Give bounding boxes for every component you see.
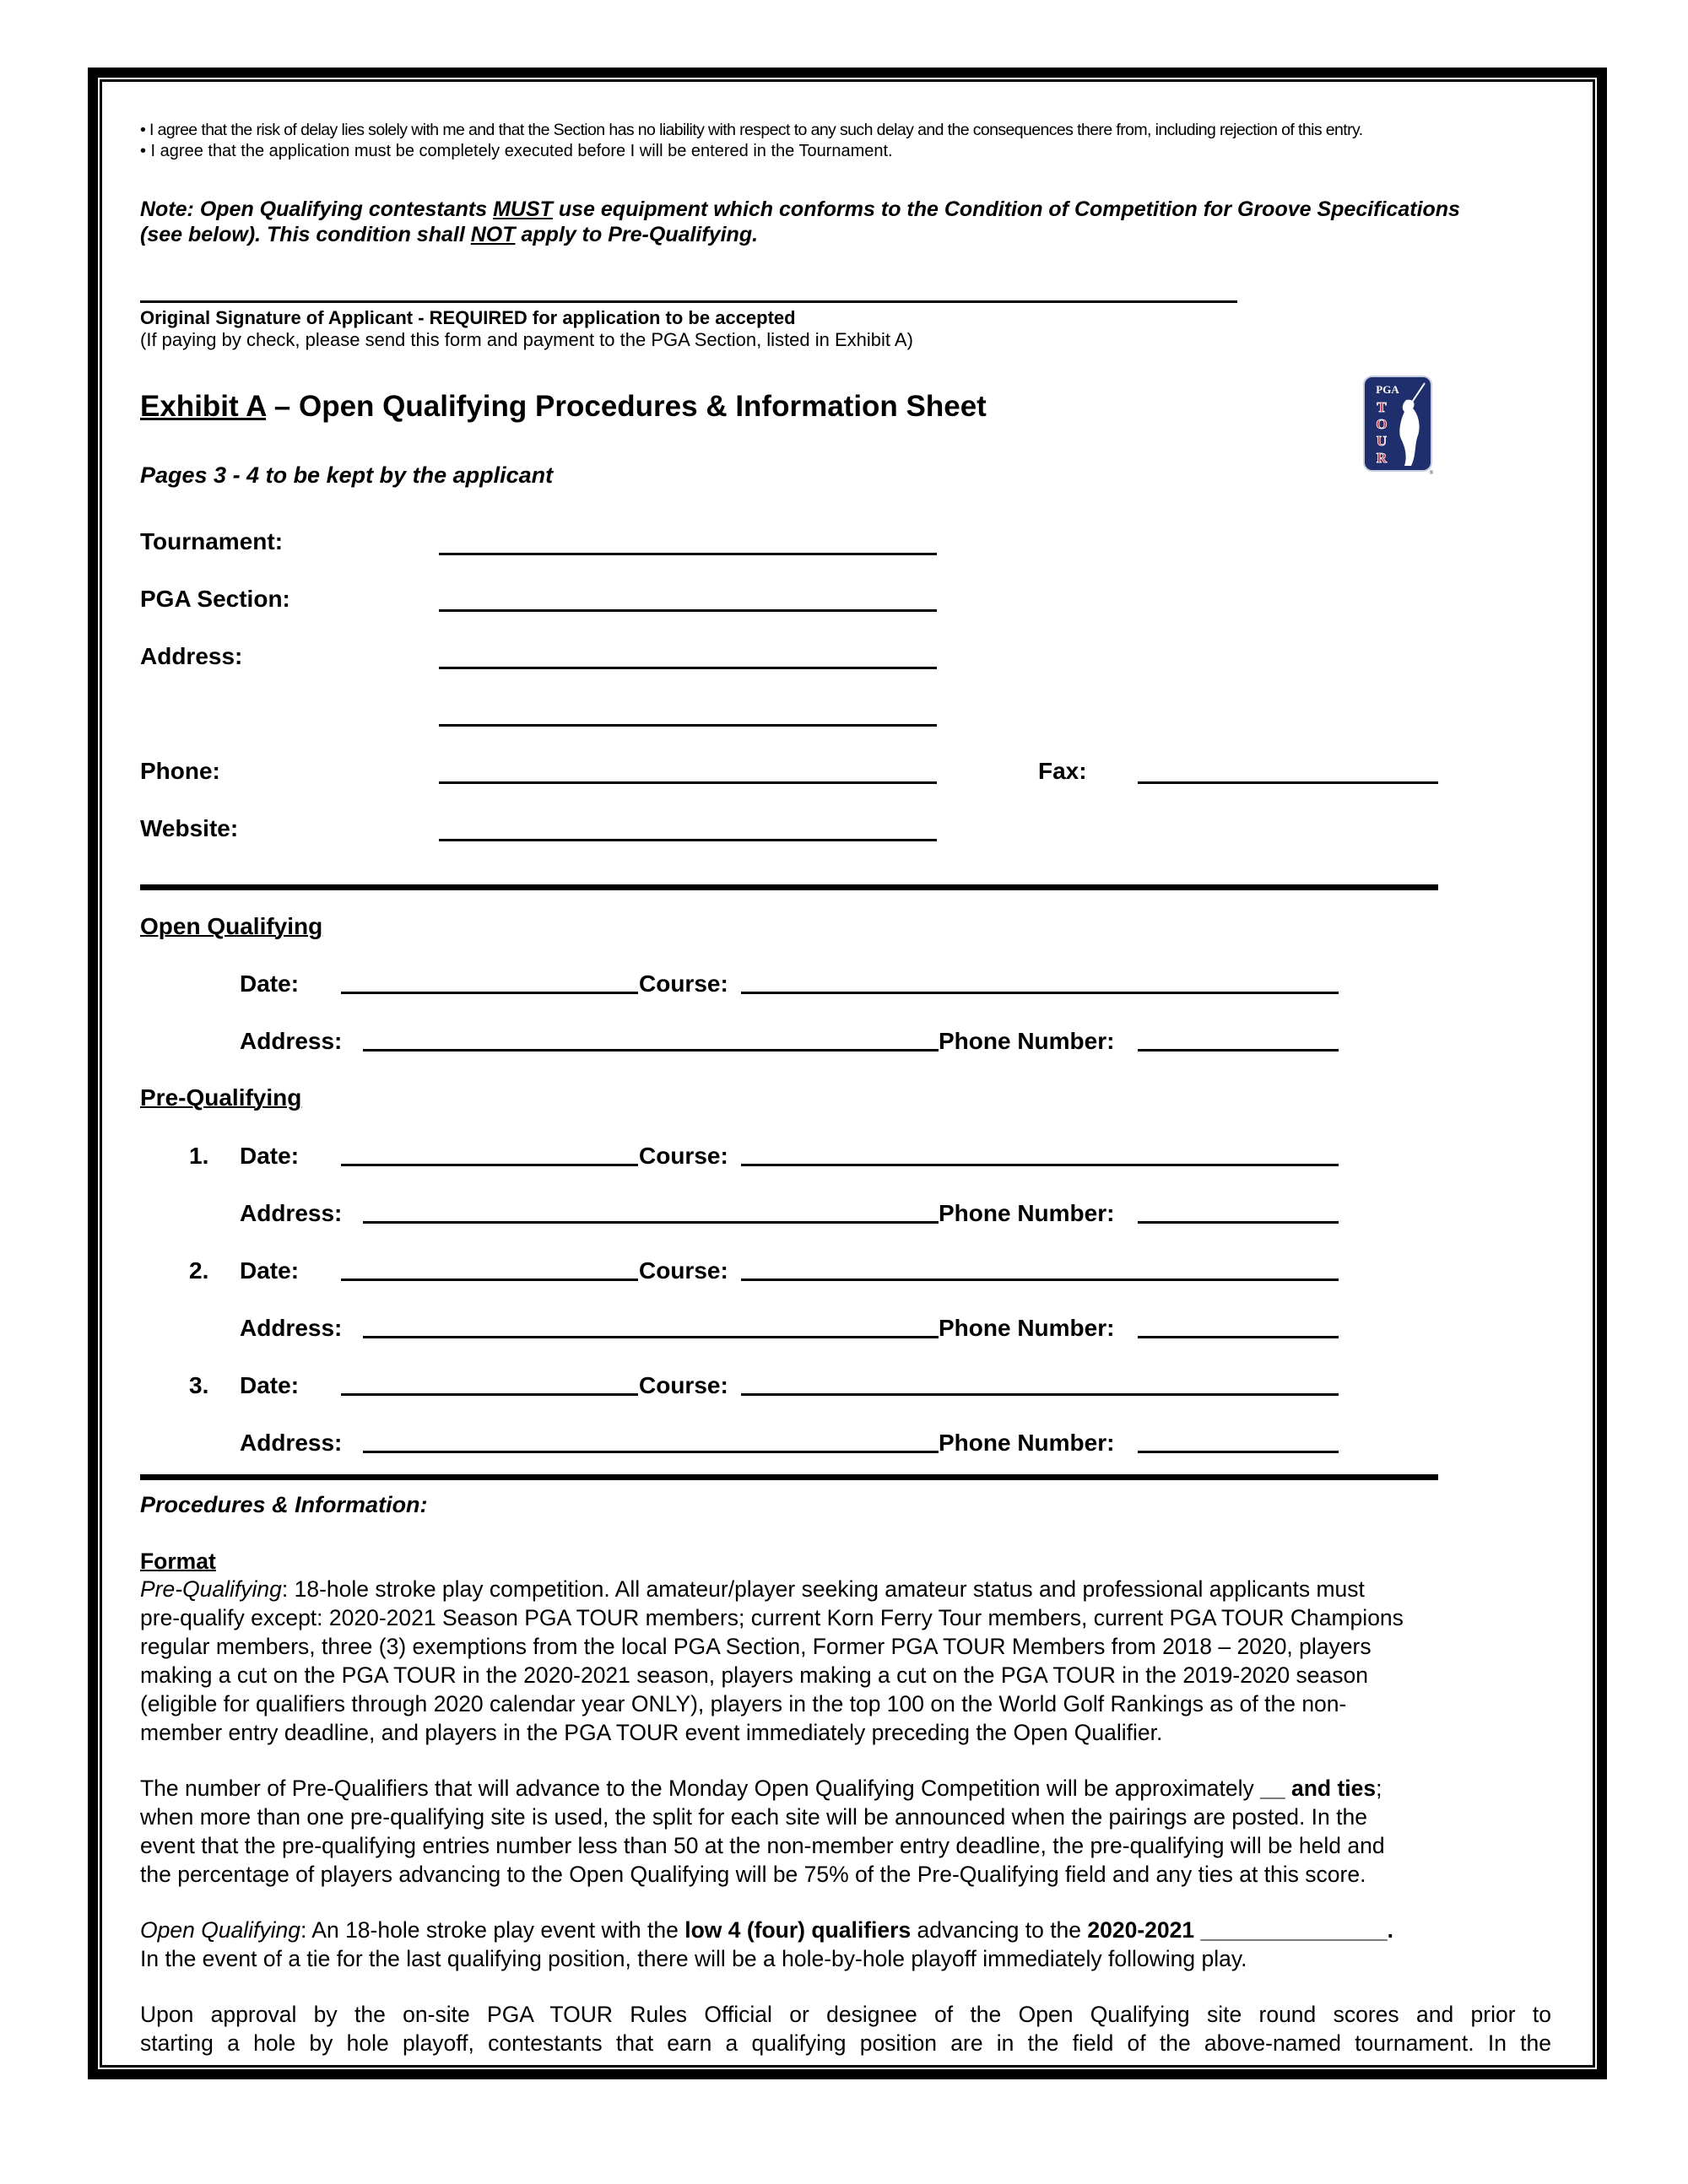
svg-text:T: T — [1377, 399, 1387, 415]
pq-site-1-address-field[interactable] — [363, 1221, 939, 1224]
preq-label: Pre-Qualifying — [140, 1576, 282, 1602]
pq-site-2-course-label: Course: — [639, 1257, 728, 1284]
advance-text: ; — [1376, 1776, 1382, 1801]
preq-line: member entry deadline, and players in the PGA TOUR event immediately preceding the Open Qualifier. — [140, 1720, 1163, 1745]
exhibit-title-rest: – Open Qualifying Procedures & Information Sheet — [266, 390, 987, 423]
approval-paragraph — [140, 2000, 1551, 2057]
pq-site-2-phone-field[interactable] — [1138, 1336, 1339, 1338]
pq-site-3-date-field[interactable] — [341, 1393, 638, 1396]
pq-site-3-course-field[interactable] — [741, 1393, 1339, 1396]
pq-site-2-course-field[interactable] — [741, 1279, 1339, 1281]
procedures-heading: Procedures & Information: — [140, 1492, 428, 1517]
exhibit-title — [140, 390, 987, 424]
oq-address-label: Address: — [240, 1028, 343, 1054]
svg-text:R: R — [1376, 450, 1388, 466]
pq-site-2-number: 2. — [189, 1257, 209, 1284]
preq-line: (eligible for qualifiers through 2020 calendar year ONLY), players in the top 100 on the World Golf Rankings as of the non- — [140, 1691, 1347, 1716]
oq-phone-field[interactable] — [1138, 1049, 1339, 1051]
pga-section-field[interactable] — [439, 609, 937, 612]
tournament-field[interactable] — [439, 553, 937, 555]
preq-line: regular members, three (3) exemptions from the local PGA Section, Former PGA TOUR Members from 2018 – 2020, players — [140, 1634, 1372, 1659]
advance-line: the percentage of players advancing to the Open Qualifying will be 75% of the Pre-Qualifying field and any ties at this score. — [140, 1862, 1366, 1887]
note-text: (see below). This condition shall — [140, 223, 471, 246]
registered-mark: ® — [1429, 471, 1433, 476]
advancement-paragraph — [140, 1774, 1385, 1889]
pq-site-2-address-label: Address: — [240, 1315, 343, 1341]
pq-site-1-phone-field[interactable] — [1138, 1221, 1339, 1224]
pq-site-1-date-field[interactable] — [341, 1164, 638, 1166]
pq-site-3-course-label: Course: — [639, 1372, 728, 1398]
pq-site-3-number: 3. — [189, 1372, 209, 1398]
oq-season: 2020-2021 _______________. — [1087, 1917, 1393, 1943]
oq-date-field[interactable] — [341, 992, 638, 994]
exhibit-subtitle: Pages 3 - 4 to be kept by the applicant — [140, 462, 554, 488]
address-label: Address: — [140, 643, 243, 669]
oq-course-label: Course: — [639, 970, 728, 997]
preq-line: making a cut on the PGA TOUR in the 2020-2021 season, players making a cut on the PGA TOUR in the 2019-2020 season — [140, 1662, 1368, 1688]
pq-site-1-phone-label: Phone Number: — [939, 1200, 1115, 1226]
address-field-1[interactable] — [439, 667, 937, 669]
exhibit-label: Exhibit A — [140, 390, 267, 423]
oq-text: advancing to the — [911, 1917, 1088, 1943]
pq-site-3-phone-field[interactable] — [1138, 1451, 1339, 1453]
oq-course-field[interactable] — [741, 992, 1339, 994]
pq-site-2-phone-label: Phone Number: — [939, 1315, 1115, 1341]
agreement-delay: • I agree that the risk of delay lies solely with me and that the Section has no liability with respect to any such delay and the consequences there from, including rejection of this entry. — [140, 121, 1363, 139]
groove-note-line1 — [140, 197, 1460, 222]
signature-field[interactable] — [140, 300, 1237, 303]
pre-qualifying-heading: Pre-Qualifying — [140, 1084, 302, 1111]
open-qualifying-heading: Open Qualifying — [140, 913, 323, 939]
oq-address-field[interactable] — [363, 1049, 939, 1051]
advance-line: when more than one pre-qualifying site is used, the split for each site will be announced when the pairings are posted. In the — [140, 1804, 1367, 1830]
pq-site-1-number: 1. — [189, 1143, 209, 1169]
logo-tour-text — [1376, 399, 1387, 466]
advance-line: event that the pre-qualifying entries number less than 50 at the non-member entry deadline, the pre-qualifying will be held and — [140, 1833, 1385, 1858]
oq-date-label: Date: — [240, 970, 300, 997]
oq-phone-label: Phone Number: — [939, 1028, 1115, 1054]
preq-line: pre-qualify except: 2020-2021 Season PGA TOUR members; current Korn Ferry Tour members, current PGA TOUR Champions — [140, 1605, 1404, 1630]
pq-site-1-course-field[interactable] — [741, 1164, 1339, 1166]
pq-site-1-course-label: Course: — [639, 1143, 728, 1169]
oq-label: Open Qualifying — [140, 1917, 301, 1943]
approval-line: Upon approval by the on-site PGA TOUR Rules Official or designee of the Open Qualifying site round scores and prior to — [140, 2002, 1551, 2027]
pq-site-3-address-label: Address: — [240, 1430, 343, 1456]
groove-note-line2 — [140, 223, 758, 247]
website-label: Website: — [140, 815, 239, 841]
section-divider — [140, 884, 1438, 890]
pq-site-3-phone-label: Phone Number: — [939, 1430, 1115, 1456]
oq-line: In the event of a tie for the last qualifying position, there will be a hole-by-hole playoff immediately following play. — [140, 1946, 1247, 1971]
approval-line: starting a hole by hole playoff, contestants that earn a qualifying position are in the field of the above-named tournament. In the — [140, 2030, 1551, 2056]
open-qualifying-description — [140, 1916, 1393, 1973]
pre-qualifying-description — [140, 1575, 1404, 1747]
website-field[interactable] — [439, 839, 937, 841]
pq-site-2-date-field[interactable] — [341, 1279, 638, 1281]
pq-site-1-date-label: Date: — [240, 1143, 300, 1169]
pga-section-label: PGA Section: — [140, 586, 290, 612]
format-heading: Format — [140, 1549, 216, 1574]
oq-qualifiers: low 4 (four) qualifiers — [684, 1917, 912, 1943]
advance-count: __ and ties — [1260, 1776, 1377, 1801]
advance-line — [140, 1774, 1385, 1803]
pq-site-3-address-field[interactable] — [363, 1451, 939, 1453]
pga-tour-logo — [1362, 375, 1435, 476]
phone-field[interactable] — [439, 781, 937, 784]
address-field-2[interactable] — [439, 724, 937, 727]
fax-field[interactable] — [1138, 781, 1438, 784]
note-text: use equipment which conforms to the Condition of Competition for Groove Specifications — [552, 197, 1460, 221]
pq-site-1-address-label: Address: — [240, 1200, 343, 1226]
svg-text:O: O — [1376, 416, 1388, 432]
logo-pga-text: PGA — [1376, 383, 1399, 396]
advance-text: The number of Pre-Qualifiers that will advance to the Monday Open Qualifying Competition will be approximately — [140, 1776, 1261, 1801]
note-must: MUST — [493, 197, 553, 221]
svg-text:U: U — [1376, 433, 1388, 449]
tournament-label: Tournament: — [140, 528, 284, 554]
oq-line — [140, 1916, 1393, 1944]
pq-site-2-address-field[interactable] — [363, 1336, 939, 1338]
note-text: apply to Pre-Qualifying. — [515, 223, 759, 246]
oq-text: : An 18-hole stroke play event with the — [300, 1917, 685, 1943]
pq-site-3-date-label: Date: — [240, 1372, 300, 1398]
fax-label: Fax: — [1038, 758, 1087, 784]
pq-site-2-date-label: Date: — [240, 1257, 300, 1284]
phone-label: Phone: — [140, 758, 220, 784]
section-divider — [140, 1474, 1438, 1480]
preq-line — [140, 1575, 1404, 1603]
note-text: Note: Open Qualifying contestants — [140, 197, 494, 221]
note-not: NOT — [470, 223, 516, 246]
preq-text: : 18-hole stroke play competition. All amateur/player seeking amateur status and professional applicants must — [281, 1576, 1365, 1602]
signature-label: Original Signature of Applicant - REQUIRED for application to be accepted — [140, 307, 796, 328]
agreement-executed: • I agree that the application must be completely executed before I will be entered in the Tournament. — [140, 142, 893, 160]
signature-instructions: (If paying by check, please send this form and payment to the PGA Section, listed in Exhibit A) — [140, 329, 913, 350]
